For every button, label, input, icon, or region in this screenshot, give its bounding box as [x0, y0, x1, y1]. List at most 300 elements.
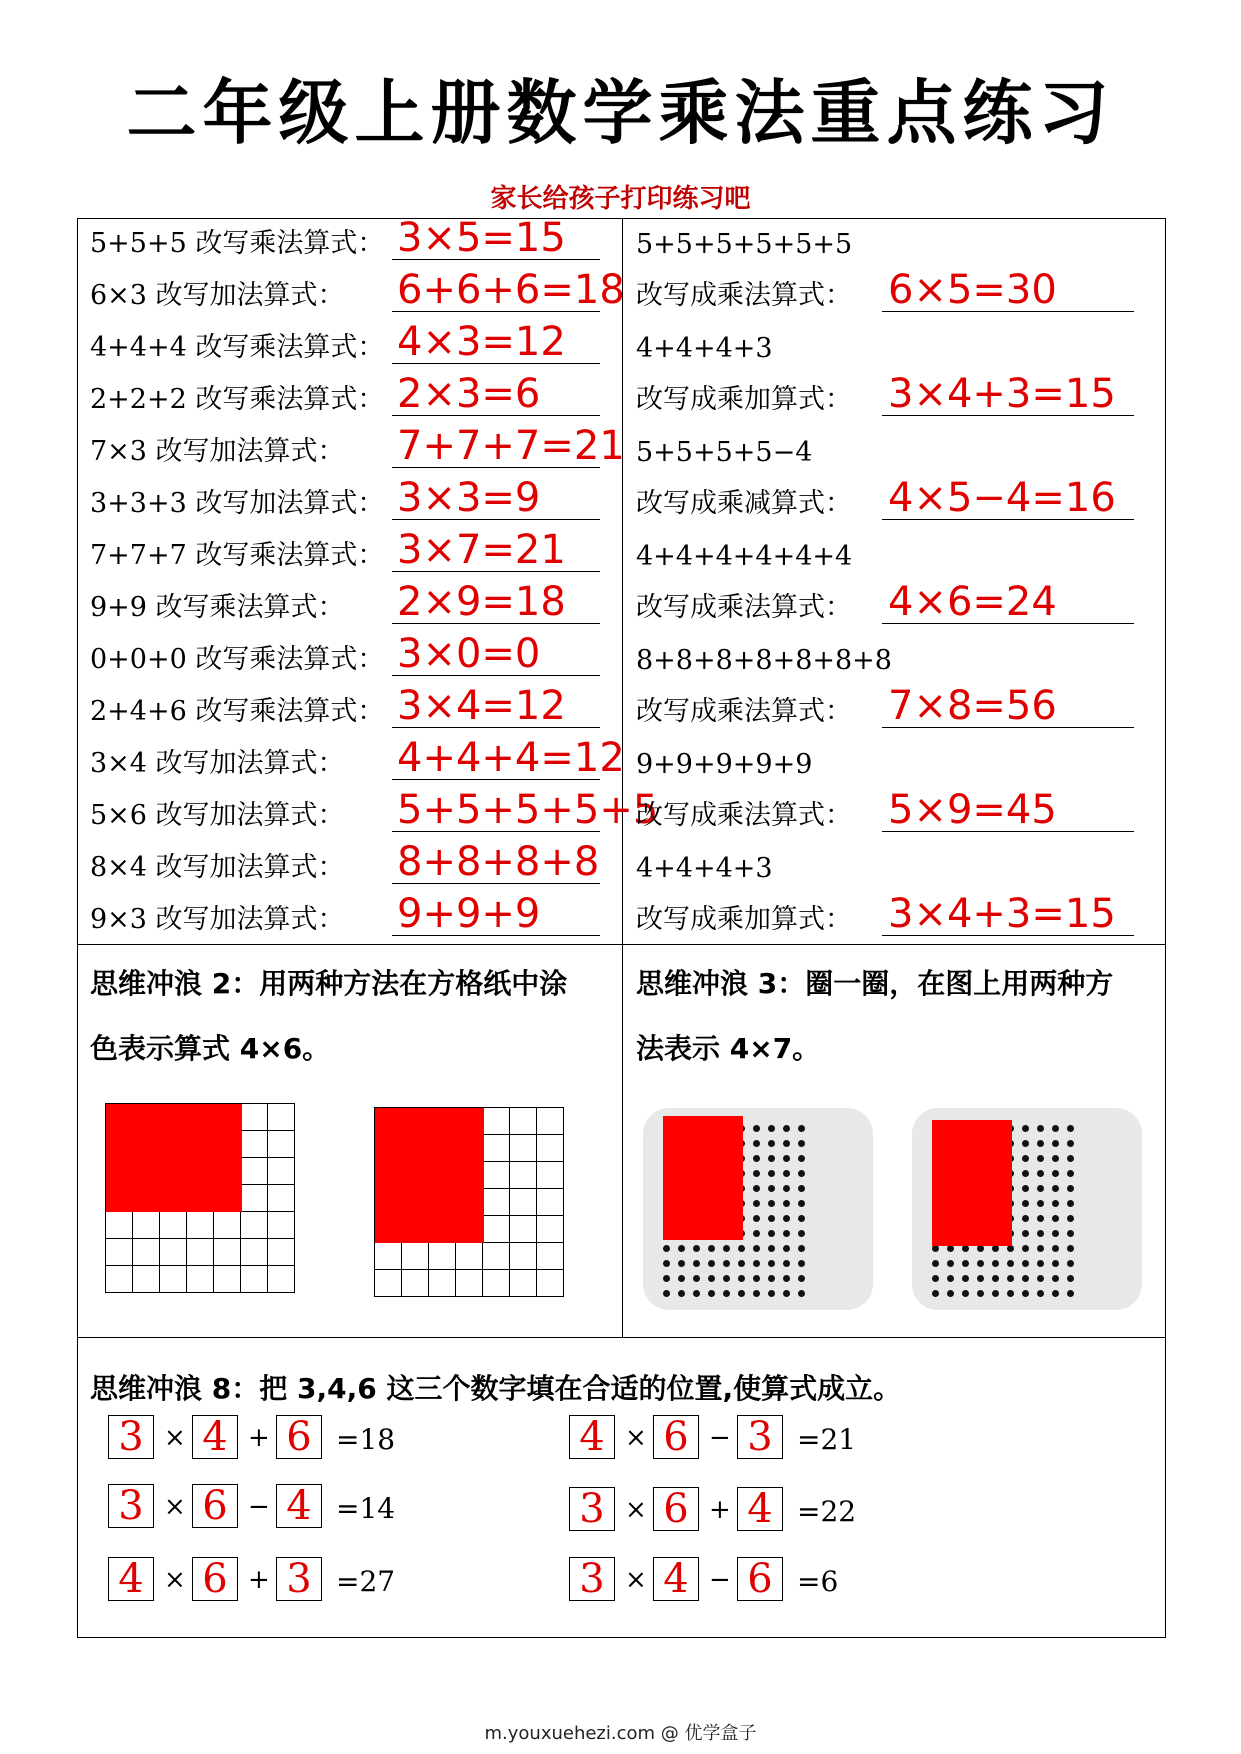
- dot: [992, 1260, 999, 1267]
- rewrite-question: 7×3 改写加法算式：: [90, 436, 345, 467]
- fill-in-equation: [108, 1557, 448, 1605]
- grid-cell: [160, 1266, 187, 1293]
- operator: ×: [625, 1495, 647, 1525]
- answer-box: 6: [192, 1484, 238, 1528]
- grid-cell: [483, 1243, 510, 1270]
- dot: [783, 1125, 790, 1132]
- dot: [798, 1245, 805, 1252]
- dot: [1052, 1155, 1059, 1162]
- dot: [932, 1290, 939, 1297]
- handwritten-answer: 2×3=6: [397, 371, 541, 417]
- dot: [678, 1260, 685, 1267]
- grid-cell: [241, 1104, 268, 1131]
- section2-heading-line1: 思维冲浪 2：用两种方法在方格纸中涂: [90, 967, 568, 1000]
- left-rewrite-row: [90, 891, 610, 946]
- rewrite-question: 改写成乘加算式：: [636, 904, 852, 935]
- fill-in-equation: [569, 1415, 909, 1463]
- operator: ×: [625, 1565, 647, 1595]
- rewrite-question: 5×6 改写加法算式：: [90, 800, 345, 831]
- handwritten-answer: 3×3=9: [397, 475, 541, 521]
- rewrite-question: 3+3+3 改写加法算式：: [90, 488, 385, 519]
- dot: [1022, 1215, 1029, 1222]
- rewrite-question: 6×3 改写加法算式：: [90, 280, 345, 311]
- operator: +: [248, 1423, 270, 1453]
- dot: [1037, 1185, 1044, 1192]
- dot: [1067, 1140, 1074, 1147]
- dot: [1052, 1125, 1059, 1132]
- answer-box: 4: [653, 1557, 699, 1601]
- dot-panel-1-circled-area: [663, 1116, 743, 1240]
- dot: [1067, 1185, 1074, 1192]
- dot: [678, 1290, 685, 1297]
- dot: [783, 1260, 790, 1267]
- dot: [992, 1275, 999, 1282]
- right-rewrite-row: [636, 579, 1156, 634]
- dot: [768, 1215, 775, 1222]
- handwritten-answer: 8+8+8+8: [397, 839, 600, 885]
- rewrite-question: 4+4+4 改写乘法算式：: [90, 332, 385, 363]
- handwritten-answer: 5+5+5+5+5: [397, 787, 659, 833]
- answer-box: 4: [192, 1415, 238, 1459]
- dot: [1037, 1200, 1044, 1207]
- dot: [708, 1260, 715, 1267]
- dot: [768, 1155, 775, 1162]
- dot: [723, 1290, 730, 1297]
- left-rewrite-row: [90, 683, 610, 738]
- grid-cell: [402, 1243, 429, 1270]
- dot: [1022, 1140, 1029, 1147]
- dot: [663, 1290, 670, 1297]
- dot: [768, 1140, 775, 1147]
- grid-cell: [268, 1239, 295, 1266]
- grid-cell: [133, 1212, 160, 1239]
- section3-heading-line2: 法表示 4×7。: [636, 1032, 821, 1065]
- dot: [768, 1230, 775, 1237]
- grid-cell: [429, 1270, 456, 1297]
- equation-result: =21: [797, 1423, 857, 1456]
- dot: [693, 1245, 700, 1252]
- dot: [1052, 1140, 1059, 1147]
- dot: [1067, 1260, 1074, 1267]
- dot: [947, 1290, 954, 1297]
- grid-cell: [187, 1239, 214, 1266]
- dot: [1067, 1170, 1074, 1177]
- dot: [1007, 1260, 1014, 1267]
- fill-in-equation: [108, 1484, 448, 1532]
- grid-cell: [241, 1131, 268, 1158]
- section-divider-2: [77, 1337, 1166, 1338]
- dot: [798, 1230, 805, 1237]
- operator: −: [709, 1423, 731, 1453]
- dot: [1052, 1230, 1059, 1237]
- equation-result: =14: [336, 1492, 396, 1525]
- answer-box: 6: [192, 1557, 238, 1601]
- rewrite-question: 改写成乘减算式：: [636, 488, 852, 519]
- handwritten-answer: 4+4+4=12: [397, 735, 625, 781]
- dot: [1022, 1185, 1029, 1192]
- equation-result: =27: [336, 1565, 396, 1598]
- right-expression-row: [636, 218, 1156, 270]
- grid-cell: [537, 1216, 564, 1243]
- operator: −: [709, 1565, 731, 1595]
- answer-box: 3: [276, 1557, 322, 1601]
- answer-box: 4: [108, 1557, 154, 1601]
- operator: −: [248, 1492, 270, 1522]
- dot: [977, 1260, 984, 1267]
- dot: [753, 1245, 760, 1252]
- footer-source: m.youxuehezi.com @ 优学盒子: [484, 1723, 757, 1744]
- dot: [753, 1215, 760, 1222]
- left-rewrite-row: [90, 631, 610, 686]
- left-rewrite-row: [90, 267, 625, 322]
- addition-expression: 5+5+5+5+5+5: [636, 229, 853, 260]
- dot: [977, 1290, 984, 1297]
- dot: [798, 1215, 805, 1222]
- grid-cell: [268, 1158, 295, 1185]
- grid-cell: [537, 1135, 564, 1162]
- equation-result: =22: [797, 1495, 857, 1528]
- dot: [783, 1185, 790, 1192]
- dot: [738, 1290, 745, 1297]
- answer-box: 3: [108, 1484, 154, 1528]
- dot: [783, 1170, 790, 1177]
- answer-box: 6: [276, 1415, 322, 1459]
- dot: [768, 1290, 775, 1297]
- left-rewrite-row: [90, 319, 610, 374]
- dot: [977, 1245, 984, 1252]
- dot: [738, 1275, 745, 1282]
- grid-cell: [483, 1162, 510, 1189]
- dot: [947, 1260, 954, 1267]
- dot: [1007, 1275, 1014, 1282]
- dot: [798, 1260, 805, 1267]
- fill-in-equation: [108, 1415, 448, 1463]
- dot: [1067, 1230, 1074, 1237]
- grid-cell: [268, 1266, 295, 1293]
- dot: [962, 1275, 969, 1282]
- dot: [768, 1185, 775, 1192]
- dot: [1037, 1290, 1044, 1297]
- rewrite-question: 改写成乘法算式：: [636, 800, 852, 831]
- dot: [768, 1245, 775, 1252]
- operator: ×: [625, 1423, 647, 1453]
- right-rewrite-row: [636, 787, 1156, 842]
- dot: [753, 1155, 760, 1162]
- grid-cell: [241, 1212, 268, 1239]
- grid-cell: [241, 1266, 268, 1293]
- dot: [663, 1260, 670, 1267]
- grid-cell: [510, 1135, 537, 1162]
- dot: [947, 1275, 954, 1282]
- dot: [753, 1230, 760, 1237]
- grid-cell: [375, 1243, 402, 1270]
- dot: [932, 1275, 939, 1282]
- section8-heading: 思维冲浪 8：把 3,4,6 这三个数字填在合适的位置,使算式成立。: [90, 1372, 902, 1405]
- dot: [1052, 1290, 1059, 1297]
- dot: [1052, 1185, 1059, 1192]
- handwritten-answer: 3×4+3=15: [888, 371, 1116, 417]
- dot: [753, 1185, 760, 1192]
- grid-1-shaded-area: [106, 1104, 242, 1212]
- page-subtitle: 家长给孩子打印练习吧: [490, 184, 751, 214]
- answer-box: 6: [737, 1557, 783, 1601]
- dot: [932, 1260, 939, 1267]
- right-expression-row: [636, 634, 1156, 686]
- dot: [1022, 1125, 1029, 1132]
- dot: [1022, 1200, 1029, 1207]
- fill-in-equation: [569, 1487, 909, 1535]
- dot: [663, 1245, 670, 1252]
- operator: ×: [164, 1492, 186, 1522]
- answer-box: 3: [108, 1415, 154, 1459]
- dot: [783, 1290, 790, 1297]
- rewrite-question: 9+9 改写乘法算式：: [90, 592, 345, 623]
- grid-cell: [187, 1266, 214, 1293]
- grid-cell: [510, 1108, 537, 1135]
- handwritten-answer: 7×8=56: [888, 683, 1057, 729]
- dot: [723, 1260, 730, 1267]
- dot: [798, 1290, 805, 1297]
- grid-cell: [375, 1270, 402, 1297]
- dot: [1067, 1290, 1074, 1297]
- answer-box: 6: [653, 1487, 699, 1531]
- dot: [798, 1200, 805, 1207]
- answer-box: 4: [276, 1484, 322, 1528]
- dot: [723, 1245, 730, 1252]
- grid-cell: [510, 1216, 537, 1243]
- dot: [783, 1275, 790, 1282]
- grid-cell: [483, 1108, 510, 1135]
- dot: [753, 1200, 760, 1207]
- right-rewrite-row: [636, 267, 1156, 322]
- addition-expression: 5+5+5+5−4: [636, 437, 813, 468]
- addition-expression: 4+4+4+3: [636, 853, 773, 884]
- left-rewrite-row: [90, 579, 610, 634]
- dot: [783, 1200, 790, 1207]
- dot: [738, 1260, 745, 1267]
- rewrite-question: 改写成乘加算式：: [636, 384, 852, 415]
- dot-panel-method-1: [643, 1108, 873, 1310]
- left-rewrite-row: [90, 371, 610, 426]
- dot: [1067, 1155, 1074, 1162]
- answer-box: 6: [653, 1415, 699, 1459]
- dot: [1022, 1260, 1029, 1267]
- dot: [1022, 1290, 1029, 1297]
- rewrite-question: 5+5+5 改写乘法算式：: [90, 228, 385, 259]
- dot: [1037, 1245, 1044, 1252]
- operator: +: [248, 1565, 270, 1595]
- handwritten-answer: 3×7=21: [397, 527, 566, 573]
- addition-expression: 8+8+8+8+8+8+8: [636, 645, 892, 676]
- grid-cell: [456, 1270, 483, 1297]
- grid-cell: [241, 1239, 268, 1266]
- dot: [753, 1140, 760, 1147]
- rewrite-question: 2+2+2 改写乘法算式：: [90, 384, 385, 415]
- right-expression-row: [636, 530, 1156, 582]
- dot: [1067, 1125, 1074, 1132]
- dot: [753, 1260, 760, 1267]
- dot: [753, 1170, 760, 1177]
- dot: [947, 1245, 954, 1252]
- dot: [1007, 1290, 1014, 1297]
- grid-cell: [214, 1239, 241, 1266]
- dot: [1052, 1260, 1059, 1267]
- dot: [783, 1230, 790, 1237]
- answer-box: 3: [569, 1557, 615, 1601]
- dot: [992, 1290, 999, 1297]
- dot: [693, 1260, 700, 1267]
- grid-cell: [537, 1108, 564, 1135]
- rewrite-question: 改写成乘法算式：: [636, 280, 852, 311]
- handwritten-answer: 3×0=0: [397, 631, 541, 677]
- right-expression-row: [636, 426, 1156, 478]
- grid-cell: [537, 1162, 564, 1189]
- dot-panel-method-2: [912, 1108, 1142, 1310]
- handwritten-answer: 4×6=24: [888, 579, 1057, 625]
- handwritten-answer: 3×4=12: [397, 683, 566, 729]
- rewrite-question: 9×3 改写加法算式：: [90, 904, 345, 935]
- handwritten-answer: 6+6+6=18: [397, 267, 625, 313]
- dot: [1052, 1200, 1059, 1207]
- section-divider-vertical: [622, 944, 623, 1337]
- grid-cell: [268, 1212, 295, 1239]
- grid-cell: [214, 1212, 241, 1239]
- grid-cell: [537, 1189, 564, 1216]
- left-rewrite-row: [90, 735, 625, 790]
- dot: [708, 1245, 715, 1252]
- handwritten-answer: 4×5−4=16: [888, 475, 1116, 521]
- dot: [798, 1185, 805, 1192]
- dot: [798, 1170, 805, 1177]
- rewrite-question: 3×4 改写加法算式：: [90, 748, 345, 779]
- dot: [753, 1125, 760, 1132]
- grid-cell: [160, 1212, 187, 1239]
- grid-cell: [483, 1189, 510, 1216]
- dot: [693, 1275, 700, 1282]
- dot: [977, 1275, 984, 1282]
- dot: [768, 1200, 775, 1207]
- dot: [768, 1260, 775, 1267]
- section3-heading-line1: 思维冲浪 3：圈一圈，在图上用两种方: [636, 967, 1114, 1000]
- dot: [678, 1245, 685, 1252]
- grid-cell: [537, 1270, 564, 1297]
- grid-cell: [133, 1266, 160, 1293]
- dot: [1052, 1245, 1059, 1252]
- dot: [1037, 1260, 1044, 1267]
- right-expression-row: [636, 322, 1156, 374]
- page-title: 二年级上册数学乘法重点练习: [126, 72, 1115, 154]
- handwritten-answer: 7+7+7=21: [397, 423, 625, 469]
- rewrite-question: 2+4+6 改写乘法算式：: [90, 696, 385, 727]
- handwritten-answer: 9+9+9: [397, 891, 541, 937]
- dot: [798, 1140, 805, 1147]
- dot: [798, 1155, 805, 1162]
- dot: [1037, 1155, 1044, 1162]
- grid-cell: [268, 1104, 295, 1131]
- grid-cell: [133, 1239, 160, 1266]
- dot: [962, 1290, 969, 1297]
- grid-cell: [510, 1270, 537, 1297]
- dot: [798, 1125, 805, 1132]
- dot: [1037, 1125, 1044, 1132]
- dot: [962, 1260, 969, 1267]
- operator: +: [709, 1495, 731, 1525]
- grid-cell: [106, 1266, 133, 1293]
- dot: [693, 1290, 700, 1297]
- dot: [1007, 1245, 1014, 1252]
- rewrite-question: 改写成乘法算式：: [636, 696, 852, 727]
- answer-box: 3: [569, 1487, 615, 1531]
- dot: [992, 1245, 999, 1252]
- dot: [783, 1245, 790, 1252]
- left-rewrite-row: [90, 423, 625, 478]
- handwritten-answer: 4×3=12: [397, 319, 566, 365]
- left-rewrite-row: [90, 787, 659, 842]
- dot: [753, 1275, 760, 1282]
- dot: [1022, 1170, 1029, 1177]
- dot: [1022, 1155, 1029, 1162]
- dot: [738, 1245, 745, 1252]
- dot: [783, 1155, 790, 1162]
- rewrite-question: 8×4 改写加法算式：: [90, 852, 345, 883]
- grid-cell: [106, 1239, 133, 1266]
- dot: [1022, 1275, 1029, 1282]
- dot: [753, 1290, 760, 1297]
- left-rewrite-row: [90, 215, 610, 270]
- grid-cell: [187, 1212, 214, 1239]
- dot: [783, 1140, 790, 1147]
- grid-cell: [429, 1243, 456, 1270]
- rewrite-question: 改写成乘法算式：: [636, 592, 852, 623]
- grid-2-shaded-area: [375, 1108, 484, 1243]
- grid-cell: [241, 1185, 268, 1212]
- right-expression-row: [636, 738, 1156, 790]
- dot: [708, 1290, 715, 1297]
- dot: [678, 1275, 685, 1282]
- addition-expression: 9+9+9+9+9: [636, 749, 813, 780]
- left-rewrite-row: [90, 475, 610, 530]
- dot: [783, 1215, 790, 1222]
- dot: [798, 1275, 805, 1282]
- grid-cell: [510, 1243, 537, 1270]
- grid-cell: [510, 1162, 537, 1189]
- dot: [932, 1245, 939, 1252]
- dot: [1037, 1230, 1044, 1237]
- grid-cell: [106, 1212, 133, 1239]
- grid-cell: [510, 1189, 537, 1216]
- dot: [663, 1275, 670, 1282]
- rewrite-question: 0+0+0 改写乘法算式：: [90, 644, 385, 675]
- dot: [768, 1125, 775, 1132]
- handwritten-answer: 6×5=30: [888, 267, 1057, 313]
- dot: [1067, 1215, 1074, 1222]
- dot: [1052, 1170, 1059, 1177]
- answer-box: 4: [737, 1487, 783, 1531]
- right-rewrite-row: [636, 475, 1156, 530]
- dot: [1067, 1245, 1074, 1252]
- dot: [962, 1245, 969, 1252]
- column-divider: [622, 218, 623, 944]
- handwritten-answer: 5×9=45: [888, 787, 1057, 833]
- grid-cell: [268, 1131, 295, 1158]
- operator: ×: [164, 1423, 186, 1453]
- addition-expression: 4+4+4+3: [636, 333, 773, 364]
- dot: [1052, 1275, 1059, 1282]
- handwritten-answer: 2×9=18: [397, 579, 566, 625]
- answer-box: 4: [569, 1415, 615, 1459]
- dot-panel-2-circled-area: [932, 1120, 1012, 1246]
- dot: [768, 1275, 775, 1282]
